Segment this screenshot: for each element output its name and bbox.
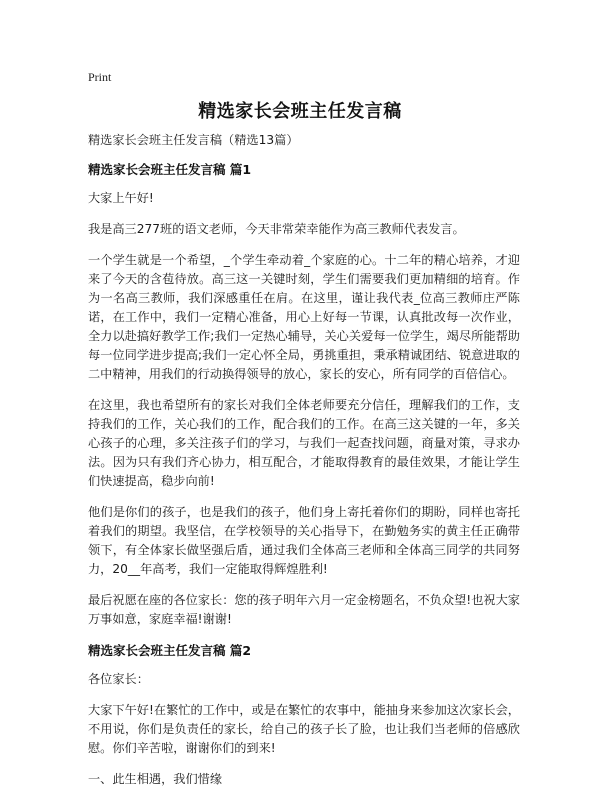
section-1-paragraph: 一个学生就是一个希望，_个学生牵动着_个家庭的心。十二年的精心培养，才迎来了今天的含苞待放。高三这一关键时刻，学生们需要我们更加精细的培育。作为一名高三教师，我们深感重任在肩。在这里，谨让我代表_位高三教师庄严陈诺，在工作中，我们一定精心准备，用心上好每一节课，认真批改每一次作业，全力以赴搞好教学工作;我们一定热心辅导，关心关爱每一位学生，竭尽所能帮助每一位同学进步提高;我们一定心怀全局，勇挑重担，秉承精诚团结、锐意进取的二中精神，用我们的行动换得领导的放心，家长的安心，所有同学的百倍信心。 <box>88 253 520 381</box>
section-1-heading: 精选家长会班主任发言稿 篇1 <box>88 162 252 177</box>
section-1-paragraph: 他们是你们的孩子，也是我们的孩子，他们身上寄托着你们的期盼，同样也寄托着我们的期望。我坚信，在学校领导的关心指导下，在勤勉务实的黄主任正确带领下，有全体家长做坚强后盾，通过我们全体高三老师和全体高三同学的共同努力，20__年高考，我们一定能取得辉煌胜利! <box>88 505 520 576</box>
section-1-closing: 最后祝愿在座的各位家长：您的孩子明年六月一定金榜题名，不负众望!也祝大家万事如意，家庭幸福!谢谢! <box>88 593 520 626</box>
section-1-greeting: 大家上午好! <box>88 191 154 205</box>
document-body <box>88 131 520 801</box>
document-title: 精选家长会班主任发言稿 <box>198 101 402 122</box>
section-2-heading: 精选家长会班主任发言稿 篇2 <box>88 643 252 658</box>
section-2-subheading: 一、此生相遇，我们惜缘 <box>88 772 223 786</box>
section-2-greeting: 各位家长： <box>88 672 149 686</box>
section-1-intro: 我是高三277班的语文老师，今天非常荣幸能作为高三教师代表发言。 <box>88 222 465 236</box>
print-label: Print <box>88 70 112 84</box>
section-1-paragraph: 在这里，我也希望所有的家长对我们全体老师要充分信任，理解我们的工作，支持我们的工作，关心我们的工作，配合我们的工作。在高三这关键的一年，多关心孩子的心理，多关注孩子们的学习，与我们一起查找问题，商量对策，寻求办法。因为只有我们齐心协力，相互配合，才能取得教育的最佳效果，才能让学生们快速提高，稳步向前! <box>88 398 520 488</box>
document-subtitle: 精选家长会班主任发言稿（精选13篇） <box>88 133 299 147</box>
section-2-paragraph: 大家下午好!在繁忙的工作中，或是在繁忙的农事中，能抽身来参加这次家长会，不用说，你们是负责任的家长，给自己的孩子长了脸，也让我们当老师的倍感欣慰。你们辛苦啦，谢谢你们的到来! <box>88 703 520 755</box>
